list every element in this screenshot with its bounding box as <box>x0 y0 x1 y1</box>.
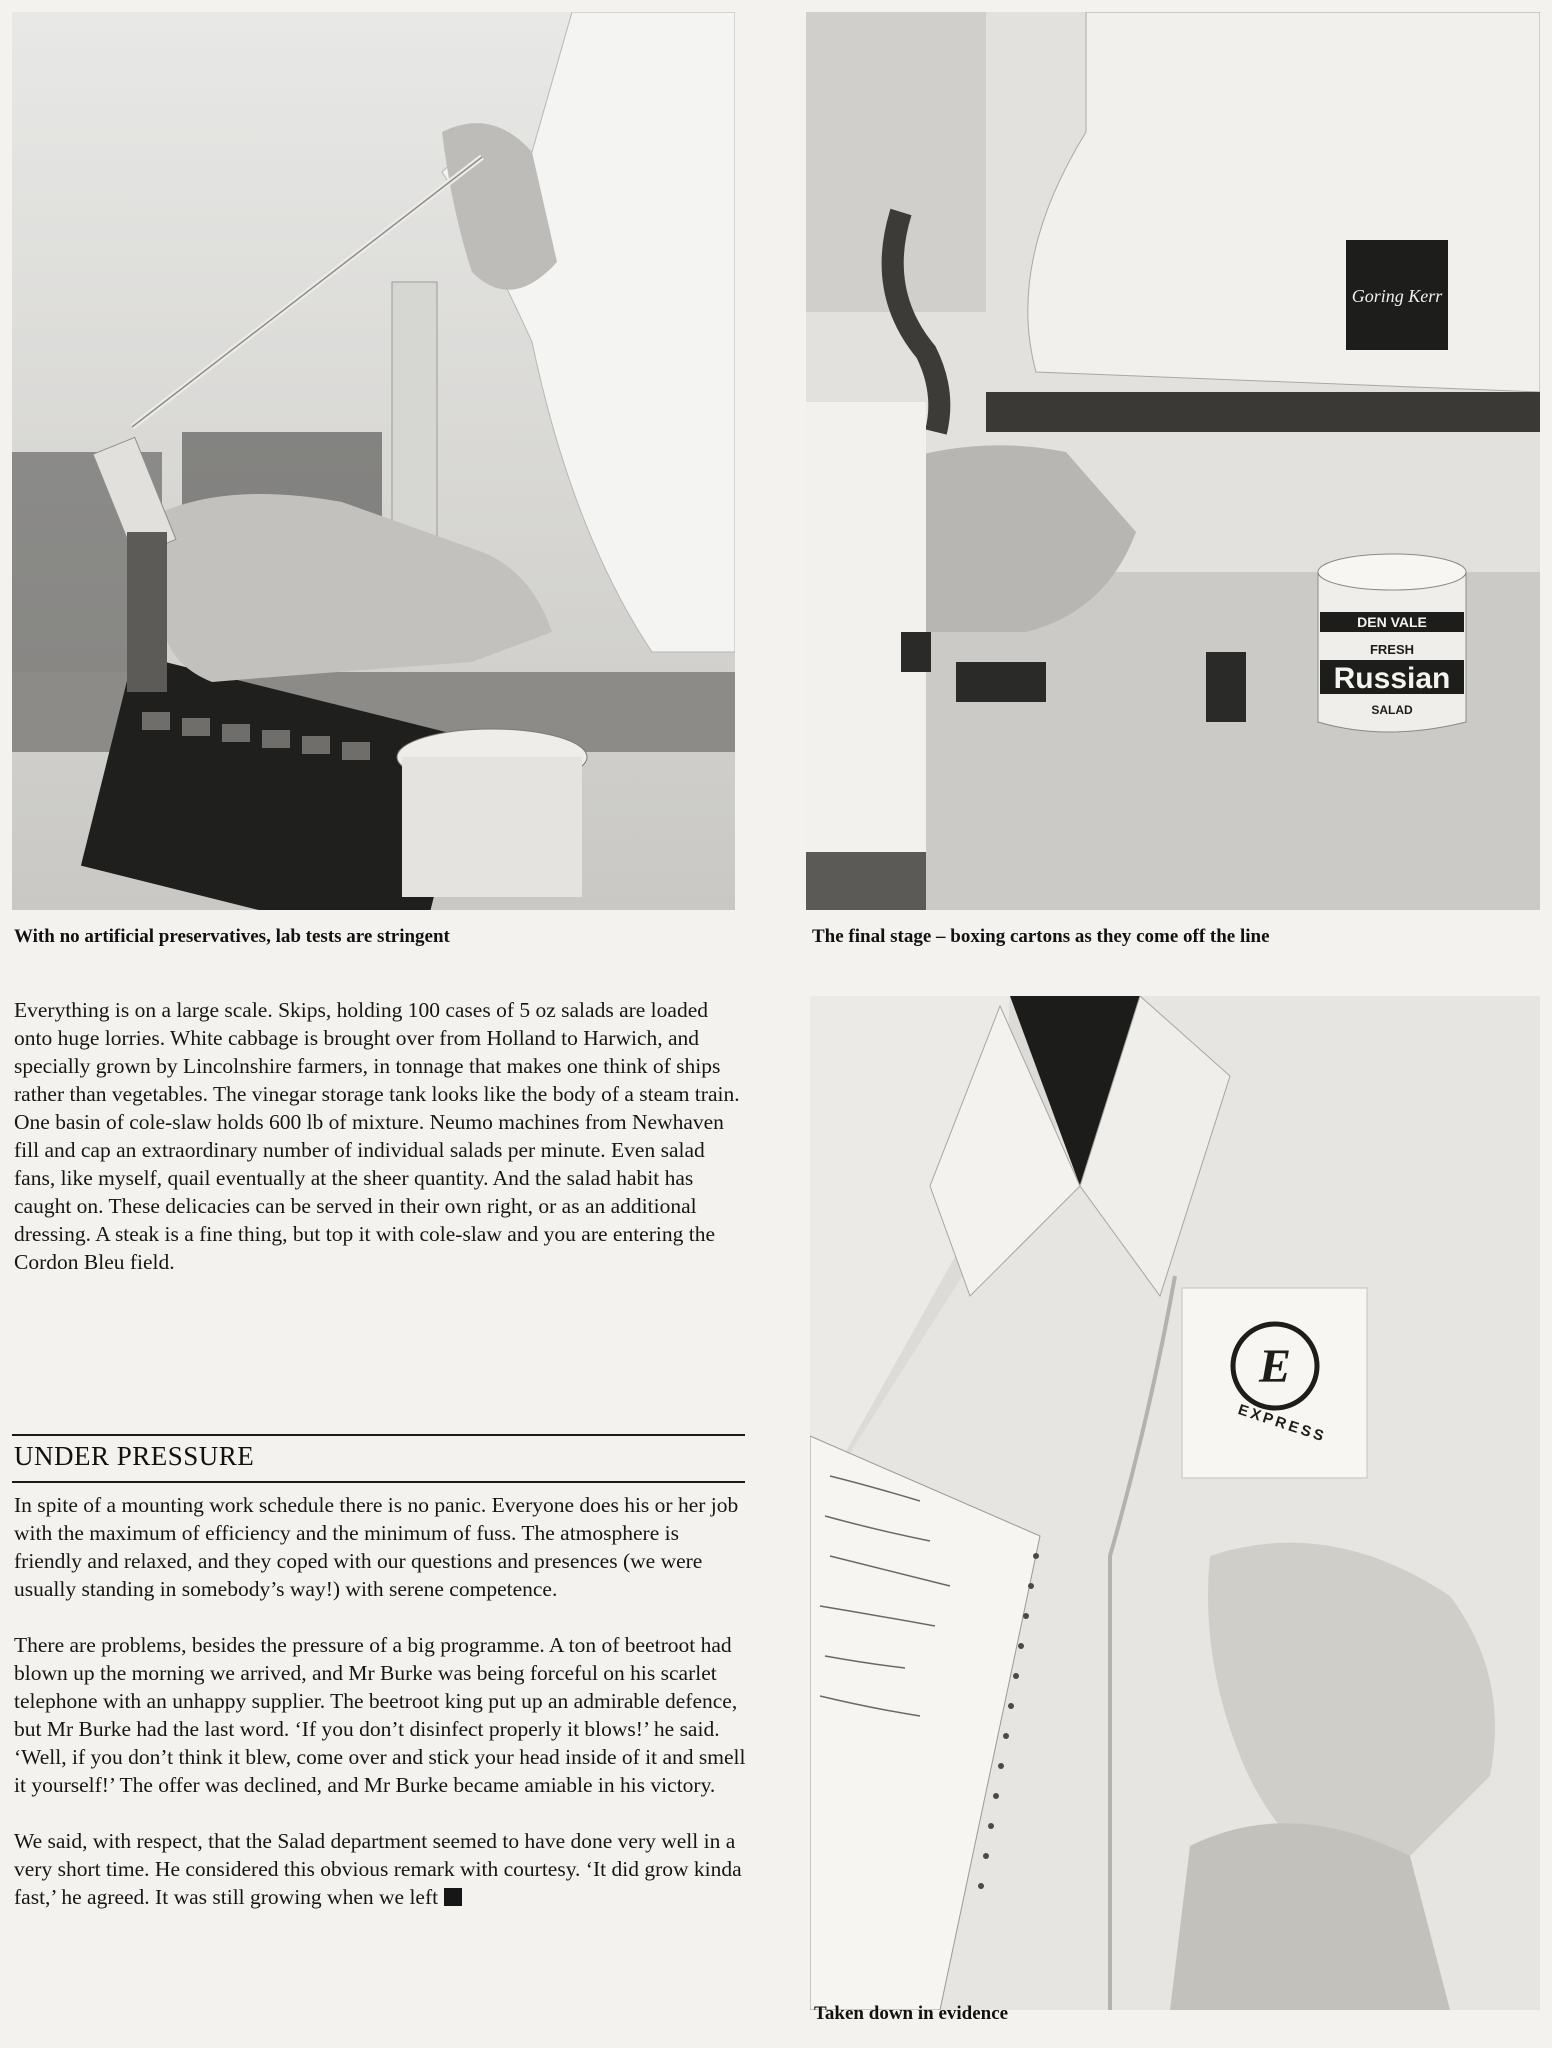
carton-line1: FRESH <box>1369 642 1415 657</box>
coat-photo-image <box>810 996 1540 2010</box>
lab-photo <box>12 12 735 910</box>
heading-rule-bottom <box>12 1481 745 1483</box>
section-heading: UNDER PRESSURE <box>14 1441 255 1471</box>
paragraph-1: In spite of a mounting work schedule there is no panic. Everyone does his or her job with the maximum of efficiency and the minimum of fuss. The atmosphere is friendly and relaxed, and they coped with our questions and presences (we were usually standing in somebody’s way!) with serene competence. <box>14 1493 739 1601</box>
machine-badge <box>1346 240 1448 350</box>
boxing-photo <box>806 12 1540 910</box>
article-body <box>14 1491 749 1911</box>
carton-brand: DEN VALE <box>1357 614 1427 630</box>
paragraph-3-text: We said, with respect, that the Salad department seemed to have done very well in a very short time. He considered this obvious remark with courtesy. ‘It did grow kinda fast,’ he agreed. It was still growing when we left <box>14 1829 742 1909</box>
paragraph-3 <box>14 1827 749 1911</box>
end-mark <box>444 1888 462 1906</box>
machine-badge-label: Goring Kerr <box>1351 286 1443 306</box>
lab-photo-image <box>12 12 735 910</box>
carton-line3: SALAD <box>1371 703 1413 717</box>
heading-rule-top <box>12 1434 745 1436</box>
article-intro <box>14 996 749 1276</box>
express-badge-word: EXPRESS <box>1235 1401 1329 1446</box>
lab-photo-caption: With no artificial preservatives, lab tests are stringent <box>14 926 450 947</box>
russian-salad-carton <box>1318 554 1466 732</box>
coat-photo <box>810 996 1540 2010</box>
boxing-photo-caption: The final stage – boxing cartons as they come off the line <box>812 926 1270 947</box>
coat-photo-caption: Taken down in evidence <box>814 2003 1009 2024</box>
carton-line2: Russian <box>1333 662 1451 695</box>
intro-paragraph: Everything is on a large scale. Skips, holding 100 cases of 5 oz salads are loaded onto huge lorries. White cabbage is brought over from Holland to Harwich, and specially grown by Lincolnshire farmers, in tonnage that makes one think of ships rather than vegetables. The vinegar storage tank looks like the body of a steam train. One basin of cole-slaw holds 600 lb of mixture. Neumo machines from Newhaven fill and cap an extraordinary number of individual salads per minute. Even salad fans, like myself, quail eventually at the sheer quantity. And the salad habit has caught on. These delicacies can be served in their own right, or as an additional dressing. A steak is a fine thing, but top it with cole-slaw and you are entering the Cordon Bleu field. <box>14 998 740 1274</box>
boxing-photo-image <box>806 12 1540 910</box>
paragraph-2: There are problems, besides the pressure of a big programme. A ton of beetroot had blown up the morning we arrived, and Mr Burke was being forceful on his scarlet telephone with an unhappy supplier. The beetroot king put up an admirable defence, but Mr Burke had the last word. ‘If you don’t disinfect properly it blows!’ he said. ‘Well, if you don’t think it blew, come over and stick your head inside of it and smell it yourself!’ The offer was declined, and Mr Burke became amiable in his victory. <box>14 1633 746 1797</box>
express-badge-letter: E <box>1258 1340 1292 1393</box>
